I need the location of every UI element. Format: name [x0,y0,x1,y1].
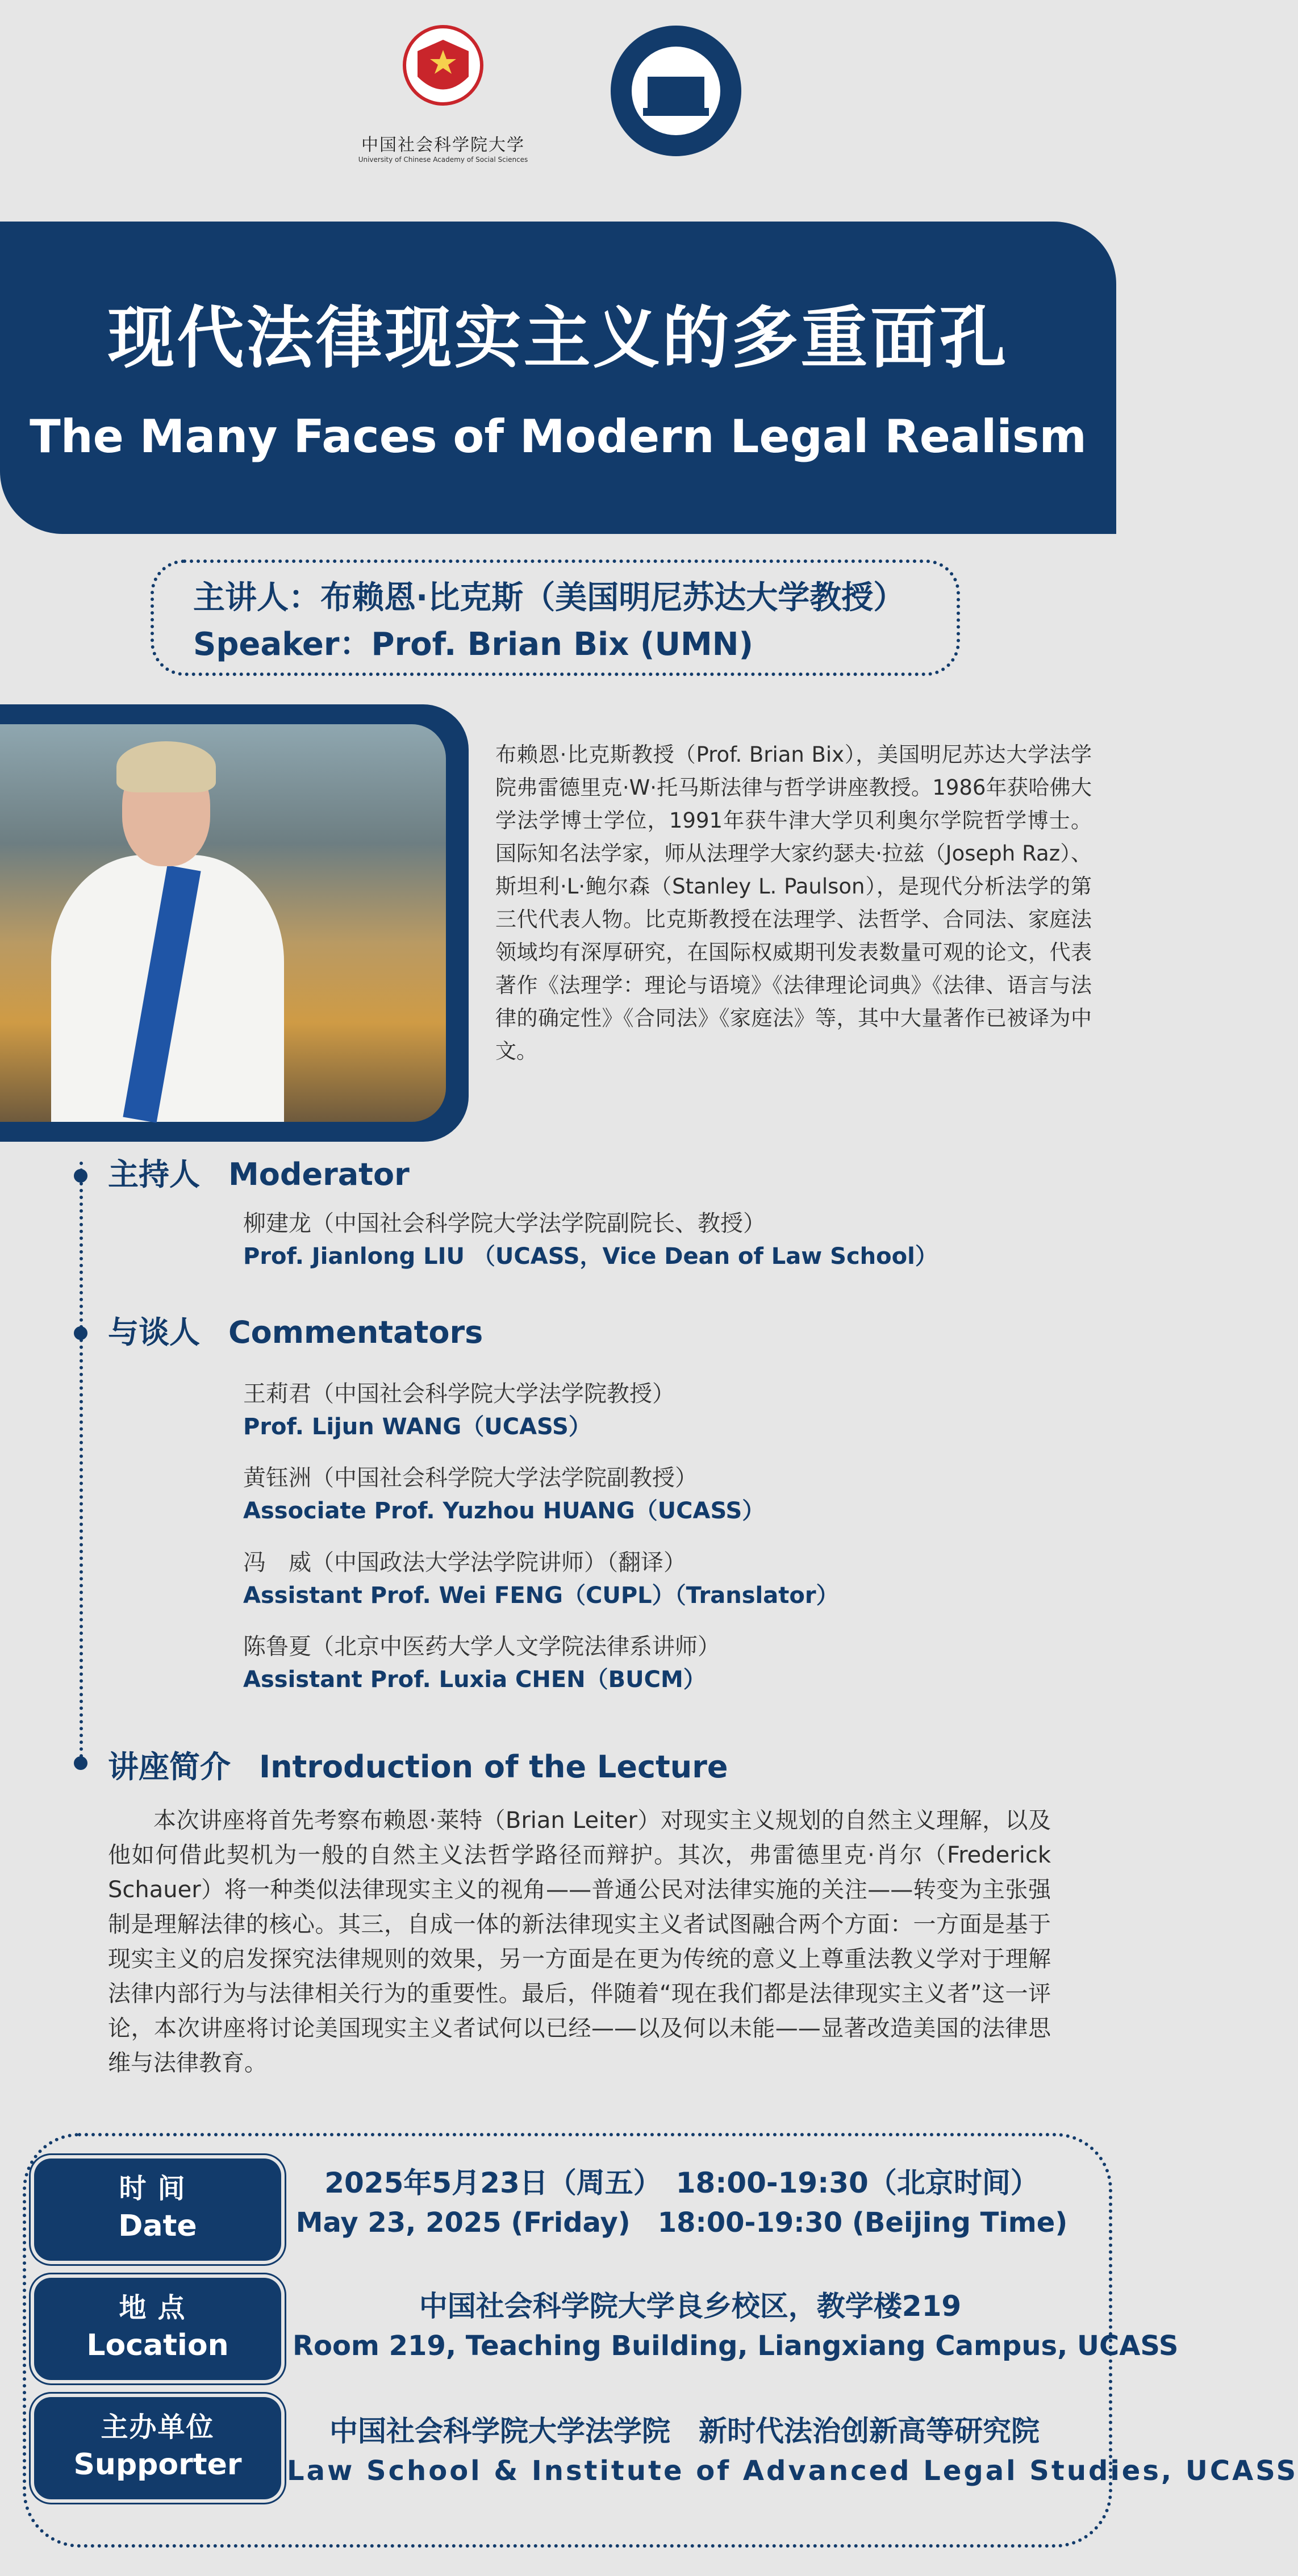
timeline-dot-commentators [74,1326,87,1340]
commentator-name-en: Prof. Lijun WANG（UCASS） [243,1414,591,1440]
commentator-name-en: Associate Prof. Yuzhou HUANG（UCASS） [243,1498,765,1524]
title-en: The Many Faces of Modern Legal Realism [30,410,1087,463]
supporter-label-cn: 主办单位 [101,2411,215,2443]
commentator-entry [243,1462,765,1527]
timeline-dot-moderator [74,1169,87,1183]
intro-heading [108,1743,728,1786]
date-info [284,2163,1079,2243]
moderator-heading-cn: 主持人 [108,1157,200,1192]
moderator-name-en: Prof. Jianlong LIU （UCASS，Vice Dean of Law School） [243,1243,938,1270]
date-cn: 2025年5月23日（周五） 18:00-19:30（北京时间） [324,2166,1039,2199]
law-school-seal-icon [608,23,744,159]
moderator-name-cn: 柳建龙（中国社会科学院大学法学院副院长、教授） [243,1210,766,1237]
moderator-entry [243,1207,938,1273]
commentator-name-en: Assistant Prof. Luxia CHEN（BUCM） [243,1667,706,1693]
date-en: May 23, 2025 (Friday) 18:00-19:30 (Beijing Time) [295,2207,1068,2239]
date-label-en: Date [118,2209,197,2243]
location-info [293,2286,1179,2366]
date-label [34,2159,281,2261]
location-label-cn: 地点 [119,2292,197,2324]
ucass-name-en: University of Chinese Academy of Social Sciences [358,156,528,164]
commentator-entry [243,1630,720,1696]
speaker-line-en: Speaker：Prof. Brian Bix (UMN) [193,626,754,663]
ucass-name-cn: 中国社会科学院大学 [361,135,525,155]
supporter-label-en: Supporter [73,2448,242,2482]
location-cn: 中国社会科学院大学良乡校区，教学楼219 [419,2290,962,2323]
commentator-name-cn: 王莉君（中国社会科学院大学法学院教授） [243,1381,675,1407]
commentators-heading [108,1308,483,1352]
date-label-cn: 时间 [119,2173,197,2205]
intro-heading-cn: 讲座简介 [108,1749,231,1785]
location-label [34,2278,281,2380]
supporter-label [34,2397,281,2499]
location-en: Room 219, Teaching Building, Liangxiang Campus, UCASS [293,2330,1179,2362]
speaker-line-cn: 主讲人：布赖恩·比克斯（美国明尼苏达大学教授） [193,579,905,616]
commentator-entry [243,1377,675,1443]
commentators-heading-en: Commentators [228,1314,483,1350]
supporter-info [287,2411,1298,2491]
speaker-bio: 布赖恩·比克斯教授（Prof. Brian Bix），美国明尼苏达大学法学院弗雷德里克·W·托马斯法律与哲学讲座教授。1986年获哈佛大学法学博士学位，1991年获牛津大学贝利奥尔学院哲学博士。国际知名法学家，师从法理学大家约瑟夫·拉兹（Joseph Raz）、斯坦利·L·鲍尔森（Stanley L. Paulson），是现代分析法学的第三代代表人物。比克斯教授在法理学、法哲学、合同法、家庭法领域均有深厚研究，在国际权威期刊发表数量可观的论文，代表著作《法理学：理论与语境》《法律理论词典》《法律、语言与法律的确定性》《合同法》《家庭法》等，其中大量著作已被译为中文。 [495,742,1092,1063]
commentator-name-cn: 陈鲁夏（北京中医药大学人文学院法律系讲师） [243,1634,720,1660]
moderator-heading [108,1150,410,1194]
commentator-name-en: Assistant Prof. Wei FENG（CUPL）（Translator） [243,1583,839,1609]
timeline-line [80,1162,83,1758]
supporter-en: Law School & Institute of Advanced Legal Studies, UCASS [287,2455,1298,2487]
title-cn: 现代法律现实主义的多重面孔 [107,298,1009,377]
commentator-name-cn: 冯 威（中国政法大学法学院讲师）（翻译） [243,1550,686,1576]
moderator-heading-en: Moderator [228,1157,410,1192]
law-school-logo [608,23,744,161]
commentator-entry [243,1546,839,1612]
speaker-photo [0,724,446,1122]
location-label-en: Location [86,2328,229,2362]
commentators-heading-cn: 与谈人 [108,1314,200,1350]
intro-text: 本次讲座将首先考察布赖恩·莱特（Brian Leiter）对现实主义规划的自然主义理解，以及他如何借此契机为一般的自然主义法哲学路径而辩护。其次，弗雷德里克·肖尔（Frederick Schauer）将一种类似法律现实主义的视角——普通公民对法律实施的关注——转变为主张强制是理解法律的核心。其三，自成一体的新法律现实主义者试图融合两个方面：一方面是基于现实主义的启发探究法律规则的效果，另一方面是在更为传统的意义上尊重法教义学对于理解法律内部行为与法律相关行为的重要性。最后，伴随着“现在我们都是法律现实主义者”这一评论，本次讲座将讨论美国现实主义者试何以已经——以及何以未能——显著改造美国的法律思维与法律教育。 [108,1807,1051,2076]
commentator-name-cn: 黄钰洲（中国社会科学院大学法学院副教授） [243,1465,698,1491]
ucass-emblem-icon [400,23,486,125]
supporter-cn: 中国社会科学院大学法学院 新时代法治创新高等研究院 [329,2415,1040,2448]
ucass-logo [352,23,534,164]
intro-heading-en: Introduction of the Lecture [259,1749,728,1785]
timeline-dot-intro [74,1756,87,1770]
